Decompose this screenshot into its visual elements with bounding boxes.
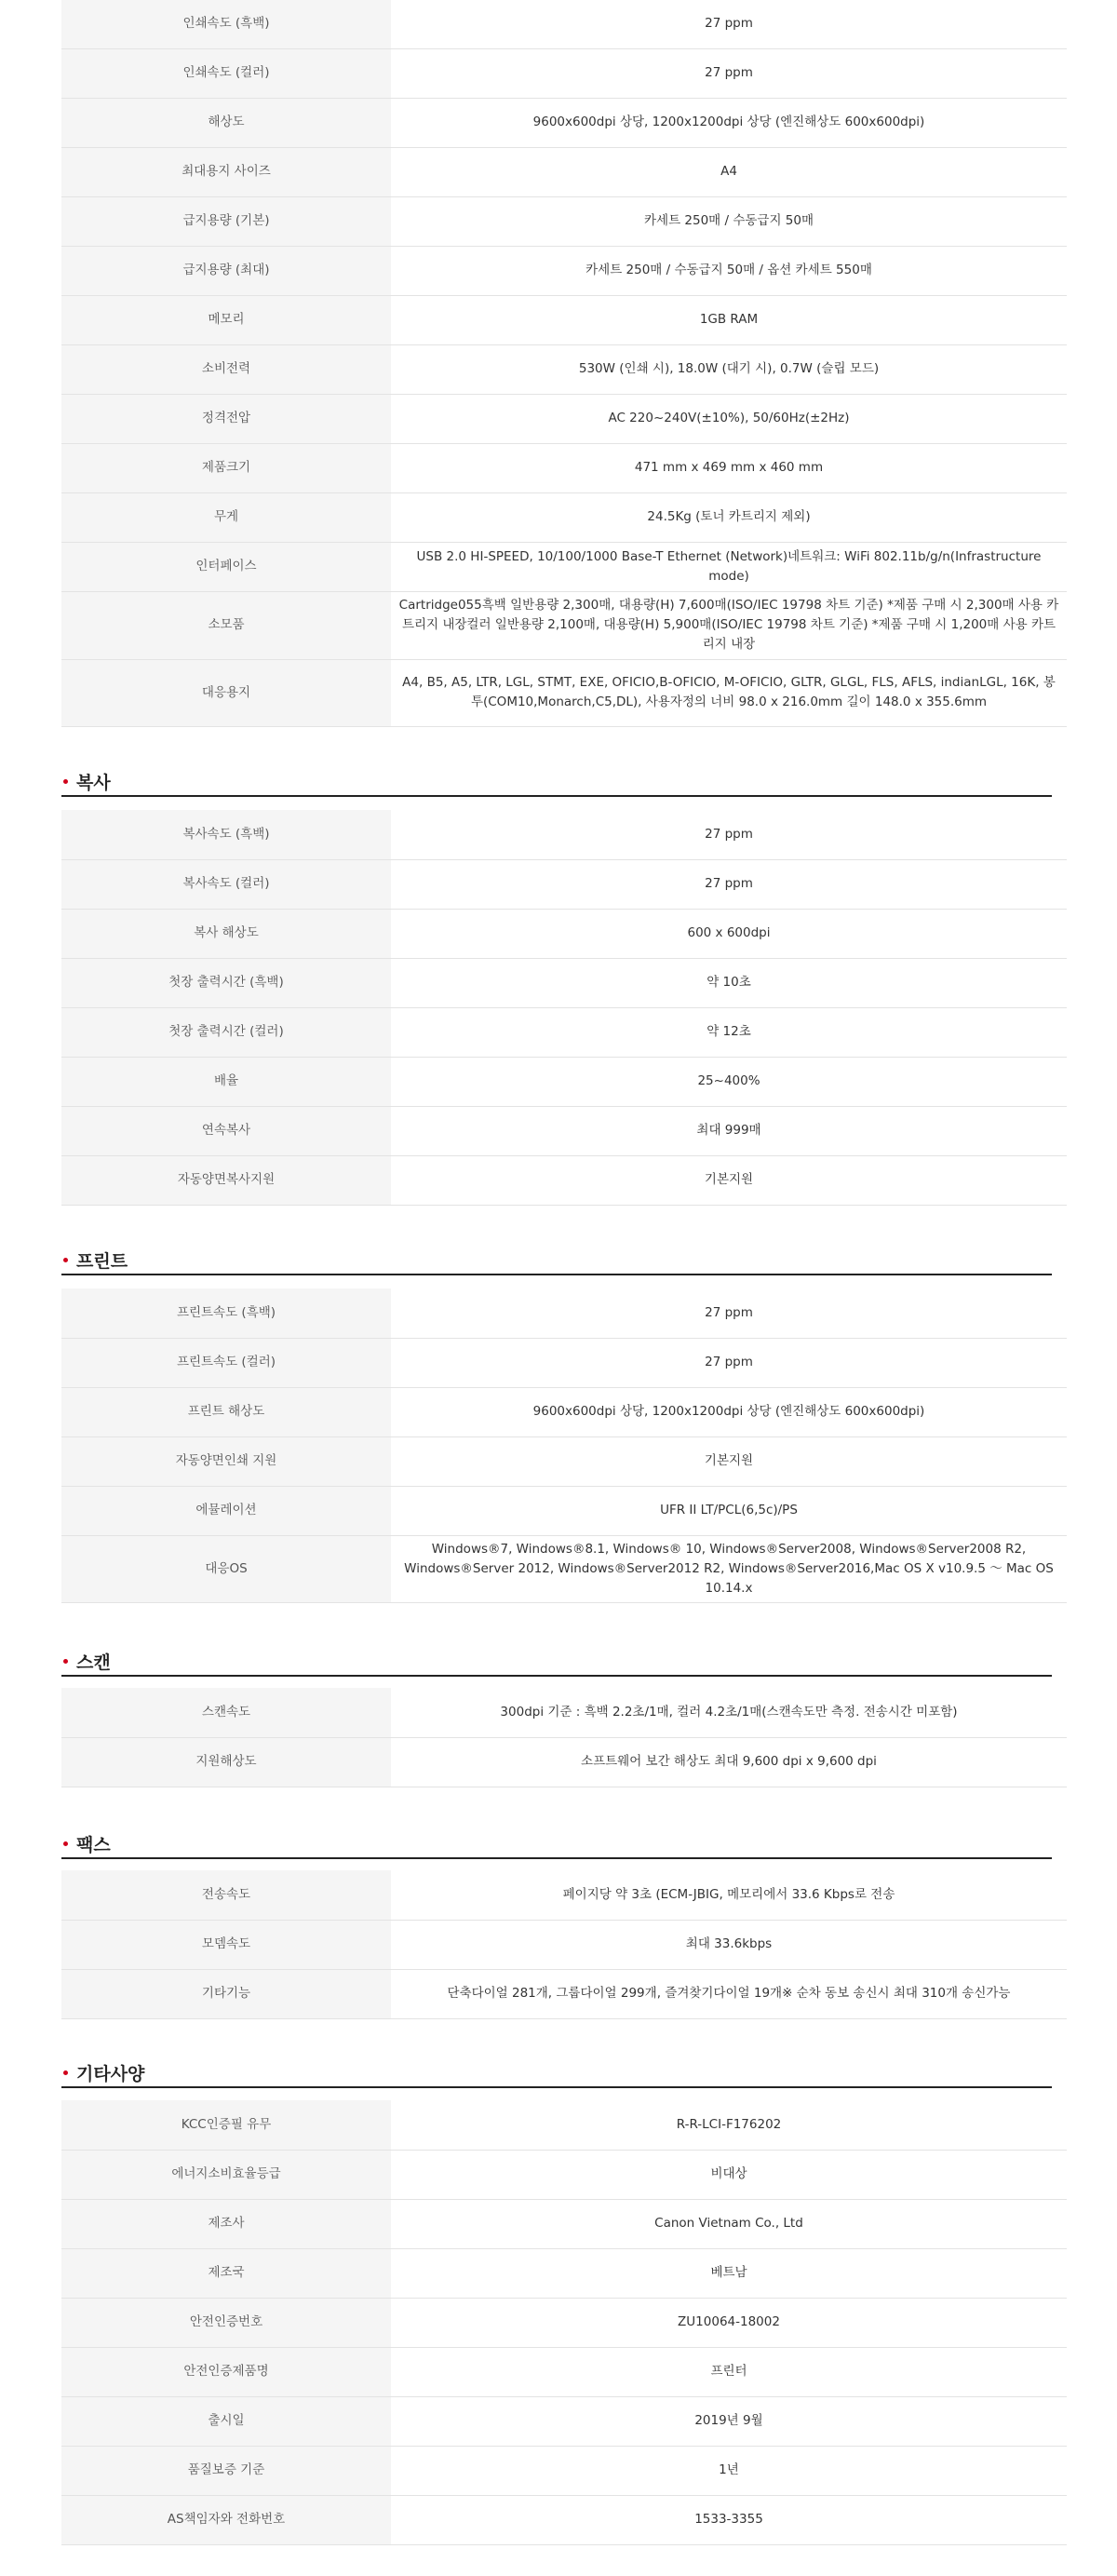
spec-table bbox=[61, 1288, 1067, 1603]
spec-label: 연속복사 bbox=[61, 1106, 391, 1155]
spec-label: 복사 해상도 bbox=[61, 909, 391, 958]
spec-label: 안전인증제품명 bbox=[61, 2347, 391, 2396]
spec-label: 품질보증 기준 bbox=[61, 2446, 391, 2495]
spec-value: Windows®7, Windows®8.1, Windows® 10, Windows®Server2008, Windows®Server2008 R2, Windows®Server 2012, Windows®Server2012 R2, Windows®Server2016,Mac OS X v10.9.5 ～ Mac OS 10.14.x bbox=[391, 1535, 1067, 1602]
spec-label: 복사속도 (컬러) bbox=[61, 859, 391, 909]
section-title-text: 프린트 bbox=[76, 1251, 128, 1272]
spec-value: 최대 999매 bbox=[391, 1106, 1067, 1155]
spec-label: AS책임자와 전화번호 bbox=[61, 2495, 391, 2544]
table-row bbox=[61, 48, 1067, 98]
section-title bbox=[61, 1648, 1052, 1677]
spec-value: 카세트 250매 / 수동급지 50매 / 옵션 카세트 550매 bbox=[391, 246, 1067, 295]
spec-label: 제조사 bbox=[61, 2199, 391, 2248]
spec-label: 소모품 bbox=[61, 591, 391, 659]
spec-value: 1GB RAM bbox=[391, 295, 1067, 344]
spec-table bbox=[61, 1870, 1067, 2019]
spec-value: 27 ppm bbox=[391, 1338, 1067, 1387]
section-title bbox=[61, 1247, 1052, 1275]
spec-label: 인쇄속도 (흑백) bbox=[61, 0, 391, 48]
spec-value: 2019년 9월 bbox=[391, 2396, 1067, 2446]
spec-label: 기타기능 bbox=[61, 1969, 391, 2018]
spec-label: 스캔속도 bbox=[61, 1688, 391, 1737]
spec-label: 대응OS bbox=[61, 1535, 391, 1602]
table-row bbox=[61, 394, 1067, 443]
spec-label: 첫장 출력시간 (흑백) bbox=[61, 958, 391, 1007]
table-row bbox=[61, 591, 1067, 659]
spec-value: 약 12초 bbox=[391, 1007, 1067, 1057]
spec-label: 모뎀속도 bbox=[61, 1920, 391, 1969]
table-row bbox=[61, 2298, 1067, 2347]
spec-label: 프린트속도 (컬러) bbox=[61, 1338, 391, 1387]
table-row bbox=[61, 295, 1067, 344]
spec-value: 1533-3355 bbox=[391, 2495, 1067, 2544]
spec-value: 27 ppm bbox=[391, 859, 1067, 909]
table-row bbox=[61, 542, 1067, 591]
spec-value: Canon Vietnam Co., Ltd bbox=[391, 2199, 1067, 2248]
table-row bbox=[61, 98, 1067, 147]
spec-label: 전송속도 bbox=[61, 1870, 391, 1920]
spec-label: 안전인증번호 bbox=[61, 2298, 391, 2347]
spec-value: 비대상 bbox=[391, 2150, 1067, 2199]
spec-label: 지원해상도 bbox=[61, 1737, 391, 1787]
table-row bbox=[61, 0, 1067, 48]
spec-value: 카세트 250매 / 수동급지 50매 bbox=[391, 196, 1067, 246]
spec-value: 기본지원 bbox=[391, 1155, 1067, 1205]
spec-table bbox=[61, 2100, 1067, 2545]
spec-value: 530W (인쇄 시), 18.0W (대기 시), 0.7W (슬립 모드) bbox=[391, 344, 1067, 394]
section-title-text: 스캔 bbox=[76, 1652, 111, 1673]
table-row bbox=[61, 2446, 1067, 2495]
section-title bbox=[61, 1830, 1052, 1859]
bullet-dot-icon bbox=[63, 779, 68, 784]
spec-value: 약 10초 bbox=[391, 958, 1067, 1007]
table-row bbox=[61, 246, 1067, 295]
spec-label: 해상도 bbox=[61, 98, 391, 147]
table-row bbox=[61, 1920, 1067, 1969]
spec-label: 에너지소비효율등급 bbox=[61, 2150, 391, 2199]
spec-value: A4, B5, A5, LTR, LGL, STMT, EXE, OFICIO,B-OFICIO, M-OFICIO, GLTR, GLGL, FLS, AFLS, indianLGL, 16K, 봉투(COM10,Monarch,C5,DL), 사용자정의 너비 98.0 x 216.0mm 길이 148.0 x 355.6mm bbox=[391, 659, 1067, 726]
spec-label: 복사속도 (흑백) bbox=[61, 810, 391, 859]
table-row bbox=[61, 1737, 1067, 1787]
spec-value: Cartridge055흑백 일반용량 2,300매, 대용량(H) 7,600매(ISO/IEC 19798 차트 기준) *제품 구매 시 2,300매 사용 카트리지 내장컬러 일반용량 2,100매, 대용량(H) 5,900매(ISO/IEC 19798 차트 기준) *제품 구매 시 1,200매 사용 카트리지 내장 bbox=[391, 591, 1067, 659]
spec-label: KCC인증필 유무 bbox=[61, 2100, 391, 2150]
table-row bbox=[61, 1486, 1067, 1535]
spec-label: 배율 bbox=[61, 1057, 391, 1106]
spec-label: 프린트속도 (흑백) bbox=[61, 1288, 391, 1338]
spec-label: 제조국 bbox=[61, 2248, 391, 2298]
spec-label: 출시일 bbox=[61, 2396, 391, 2446]
spec-value: A4 bbox=[391, 147, 1067, 196]
table-row bbox=[61, 1387, 1067, 1436]
spec-table bbox=[61, 810, 1067, 1206]
table-row bbox=[61, 810, 1067, 859]
bullet-dot-icon bbox=[63, 1841, 68, 1846]
spec-value: 27 ppm bbox=[391, 1288, 1067, 1338]
bullet-dot-icon bbox=[63, 1258, 68, 1262]
section-title bbox=[61, 2059, 1052, 2088]
spec-label: 급지용량 (최대) bbox=[61, 246, 391, 295]
spec-label: 프린트 해상도 bbox=[61, 1387, 391, 1436]
spec-label: 소비전력 bbox=[61, 344, 391, 394]
table-row bbox=[61, 492, 1067, 542]
table-row bbox=[61, 1436, 1067, 1486]
table-row bbox=[61, 1288, 1067, 1338]
spec-value: 프린터 bbox=[391, 2347, 1067, 2396]
spec-label: 제품크기 bbox=[61, 443, 391, 492]
spec-label: 급지용량 (기본) bbox=[61, 196, 391, 246]
spec-value: 600 x 600dpi bbox=[391, 909, 1067, 958]
spec-value: 9600x600dpi 상당, 1200x1200dpi 상당 (엔진해상도 600x600dpi) bbox=[391, 98, 1067, 147]
spec-label: 에뮬레이션 bbox=[61, 1486, 391, 1535]
table-row bbox=[61, 2495, 1067, 2544]
spec-value: 기본지원 bbox=[391, 1436, 1067, 1486]
table-row bbox=[61, 1338, 1067, 1387]
spec-value: 1년 bbox=[391, 2446, 1067, 2495]
spec-label: 메모리 bbox=[61, 295, 391, 344]
table-row bbox=[61, 344, 1067, 394]
spec-value: 페이지당 약 3초 (ECM-JBIG, 메모리에서 33.6 Kbps로 전송 bbox=[391, 1870, 1067, 1920]
spec-label: 인터페이스 bbox=[61, 542, 391, 591]
spec-value: 베트남 bbox=[391, 2248, 1067, 2298]
spec-value: USB 2.0 HI-SPEED, 10/100/1000 Base-T Ethernet (Network)네트워크: WiFi 802.11b/g/n(Infrastructure mode) bbox=[391, 542, 1067, 591]
spec-value: 9600x600dpi 상당, 1200x1200dpi 상당 (엔진해상도 600x600dpi) bbox=[391, 1387, 1067, 1436]
table-row bbox=[61, 958, 1067, 1007]
bullet-dot-icon bbox=[63, 1659, 68, 1664]
spec-label: 자동양면복사지원 bbox=[61, 1155, 391, 1205]
table-row bbox=[61, 443, 1067, 492]
spec-label: 무게 bbox=[61, 492, 391, 542]
spec-value: 27 ppm bbox=[391, 48, 1067, 98]
section-title bbox=[61, 768, 1052, 797]
table-row bbox=[61, 2248, 1067, 2298]
spec-label: 정격전압 bbox=[61, 394, 391, 443]
spec-value: 27 ppm bbox=[391, 810, 1067, 859]
spec-label: 최대용지 사이즈 bbox=[61, 147, 391, 196]
bullet-dot-icon bbox=[63, 2070, 68, 2075]
spec-table bbox=[61, 1688, 1067, 1787]
spec-value: 27 ppm bbox=[391, 0, 1067, 48]
spec-label: 첫장 출력시간 (컬러) bbox=[61, 1007, 391, 1057]
table-row bbox=[61, 196, 1067, 246]
table-row bbox=[61, 1057, 1067, 1106]
table-row bbox=[61, 147, 1067, 196]
spec-label: 자동양면인쇄 지원 bbox=[61, 1436, 391, 1486]
table-row bbox=[61, 1007, 1067, 1057]
spec-value: UFR II LT/PCL(6,5c)/PS bbox=[391, 1486, 1067, 1535]
spec-value: 단축다이얼 281개, 그룹다이얼 299개, 즐겨찾기다이얼 19개※ 순차 동보 송신시 최대 310개 송신가능 bbox=[391, 1969, 1067, 2018]
table-row bbox=[61, 2396, 1067, 2446]
spec-value: 300dpi 기준 : 흑백 2.2초/1매, 컬러 4.2초/1매(스캔속도만 측정. 전송시간 미포함) bbox=[391, 1688, 1067, 1737]
table-row bbox=[61, 1106, 1067, 1155]
spec-label: 대응용지 bbox=[61, 659, 391, 726]
table-row bbox=[61, 659, 1067, 726]
spec-value: R-R-LCI-F176202 bbox=[391, 2100, 1067, 2150]
section-title-text: 기타사양 bbox=[76, 2064, 145, 2084]
table-row bbox=[61, 1155, 1067, 1205]
spec-value: 최대 33.6kbps bbox=[391, 1920, 1067, 1969]
table-row bbox=[61, 1870, 1067, 1920]
spec-value: 소프트웨어 보간 해상도 최대 9,600 dpi x 9,600 dpi bbox=[391, 1737, 1067, 1787]
spec-table bbox=[61, 0, 1067, 727]
spec-value: 24.5Kg (토너 카트리지 제외) bbox=[391, 492, 1067, 542]
spec-label: 인쇄속도 (컬러) bbox=[61, 48, 391, 98]
table-row bbox=[61, 909, 1067, 958]
table-row bbox=[61, 1535, 1067, 1602]
table-row bbox=[61, 2199, 1067, 2248]
table-row bbox=[61, 1688, 1067, 1737]
spec-value: ZU10064-18002 bbox=[391, 2298, 1067, 2347]
spec-value: 471 mm x 469 mm x 460 mm bbox=[391, 443, 1067, 492]
section-title-text: 팩스 bbox=[76, 1835, 111, 1855]
table-row bbox=[61, 1969, 1067, 2018]
table-row bbox=[61, 859, 1067, 909]
table-row bbox=[61, 2150, 1067, 2199]
table-row bbox=[61, 2347, 1067, 2396]
spec-value: 25~400% bbox=[391, 1057, 1067, 1106]
spec-value: AC 220~240V(±10%), 50/60Hz(±2Hz) bbox=[391, 394, 1067, 443]
section-title-text: 복사 bbox=[76, 773, 111, 793]
table-row bbox=[61, 2100, 1067, 2150]
